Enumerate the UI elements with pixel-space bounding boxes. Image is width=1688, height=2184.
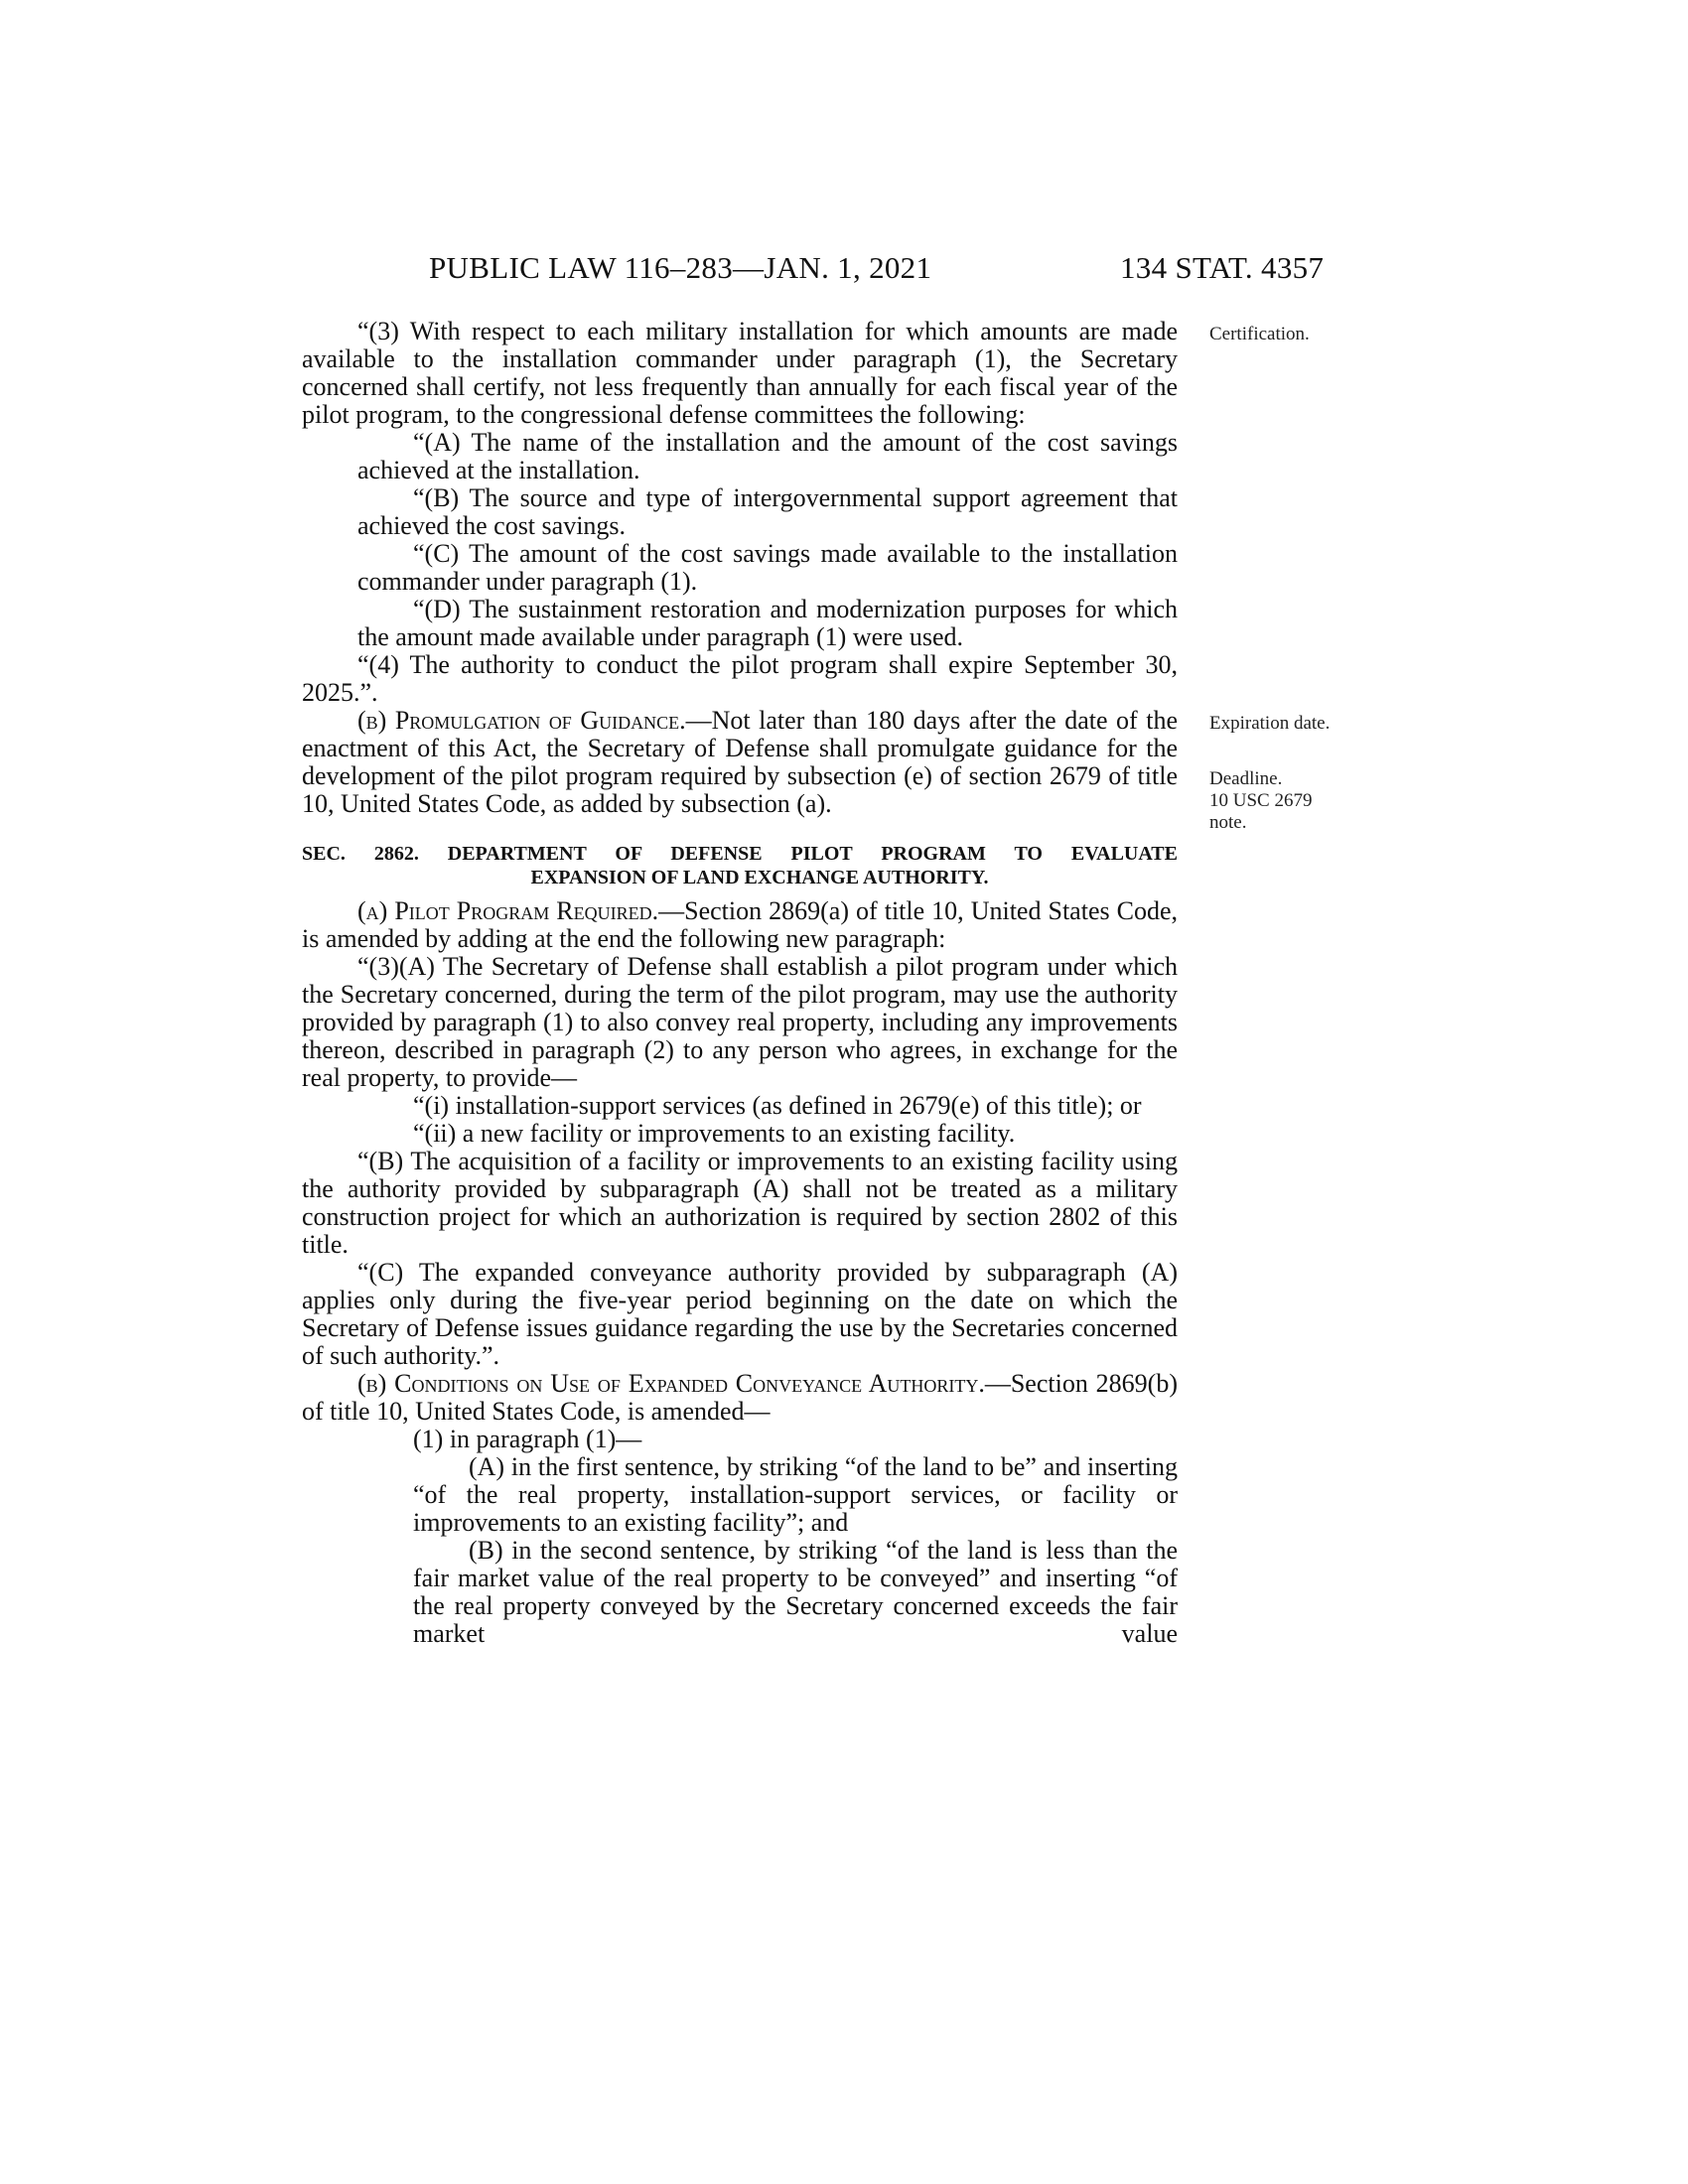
section-2862-heading (302, 842, 1178, 889)
page-number-stat: 134 STAT. 4357 (1120, 250, 1325, 285)
margin-note-expiration: Expiration date. (1209, 713, 1331, 734)
subparagraph-3d: “(D) The sustainment restoration and modernization purposes for which the amount made available under paragraph (1) were used. (357, 595, 1178, 651)
margin-note-note: note. (1209, 812, 1247, 833)
subsection-a-pilot-program (302, 897, 1178, 953)
subsection-b-conditions-text: —Section 2869(b) of title 10, United States Code, is amended— (302, 1369, 1178, 1426)
subparagraph-3a: “(A) The name of the installation and the amount of the cost savings achieved at the installation. (357, 428, 1178, 484)
margin-note-certification: Certification. (1209, 324, 1310, 344)
new-paragraph-3a: “(3)(A) The Secretary of Defense shall establish a pilot program under which the Secretary concerned, during the term of the pilot program, may use the authority provided by paragraph (1) to also convey real property, including any improvements thereon, described in paragraph (2) to any person who agrees, in exchange for the real property, to provide— (302, 952, 1178, 1092)
subparagraph-3b: “(B) The source and type of intergovernmental support agreement that achieved the cost savings. (357, 483, 1178, 540)
margin-note-usc-ref: 10 USC 2679 (1209, 790, 1313, 811)
new-subparagraph-b: “(B) The acquisition of a facility or improvements to an existing facility using the authority provided by subparagraph (A) shall not be treated as a military construction project for which an authorization is required by section 2802 of this title. (302, 1147, 1178, 1259)
subparagraph-3c: “(C) The amount of the cost savings made available to the installation commander under paragraph (1). (357, 539, 1178, 596)
clause-ii: “(ii) a new facility or improvements to an existing facility. (413, 1119, 1016, 1148)
subsection-b-label: (b) Promulgation of Guidance. (357, 706, 686, 735)
section-heading-line-1: SEC. 2862. DEPARTMENT OF DEFENSE PILOT PROGRAM TO EVALUATE (302, 843, 1178, 865)
document-body (302, 318, 1178, 1648)
paragraph-3: “(3) With respect to each military installation for which amounts are made available to the installation commander under paragraph (1), the Secretary concerned shall certify, not less frequently than annually for each fiscal year of the pilot program, to the congressional defense committees the following: (302, 317, 1178, 429)
page-header-title: PUBLIC LAW 116–283—JAN. 1, 2021 (429, 250, 932, 285)
amendment-subparagraph-b: (B) in the second sentence, by striking “of the land is less than the fair market value of the real property to be conveyed” and inserting “of the real property conveyed by the Secretary concerned exceeds the fair market value (413, 1536, 1178, 1648)
new-subparagraph-c: “(C) The expanded conveyance authority provided by subparagraph (A) applies only during the five-year period beginning on the date on which the Secretary of Defense issues guidance regarding the use by the Secretaries concerned of such authority.”. (302, 1258, 1178, 1370)
subsection-b-conditions-label: (b) Conditions on Use of Expanded Conveyance Authority. (357, 1369, 985, 1398)
subsection-a-text: —Section 2869(a) of title 10, United States Code, is amended by adding at the end the following new paragraph: (302, 896, 1179, 953)
margin-note-deadline-label: Deadline. (1209, 768, 1283, 789)
paragraph-4: “(4) The authority to conduct the pilot program shall expire September 30, 2025.”. (302, 650, 1178, 707)
section-heading-line-2: EXPANSION OF LAND EXCHANGE AUTHORITY. (530, 867, 989, 888)
clause-i: “(i) installation-support services (as defined in 2679(e) of this title); or (413, 1091, 1142, 1120)
amendment-subparagraph-a: (A) in the first sentence, by striking “of the land to be” and inserting “of the real property, installation-support services, or facility or improvements to an existing facility”; and (413, 1452, 1178, 1537)
subsection-b-conditions (302, 1370, 1178, 1426)
subsection-b-promulgation (302, 707, 1178, 818)
margin-note-deadline (1209, 768, 1312, 834)
subsection-a-label: (a) Pilot Program Required. (357, 896, 659, 925)
amendment-paragraph-1: (1) in paragraph (1)— (413, 1425, 642, 1453)
subsection-b-text: —Not later than 180 days after the date of the enactment of this Act, the Secretary of Defense shall promulgate guidance for the development of the pilot program required by subsection (e) of section 2679 of title 10, United States Code, as added by subsection (a). (302, 706, 1178, 818)
